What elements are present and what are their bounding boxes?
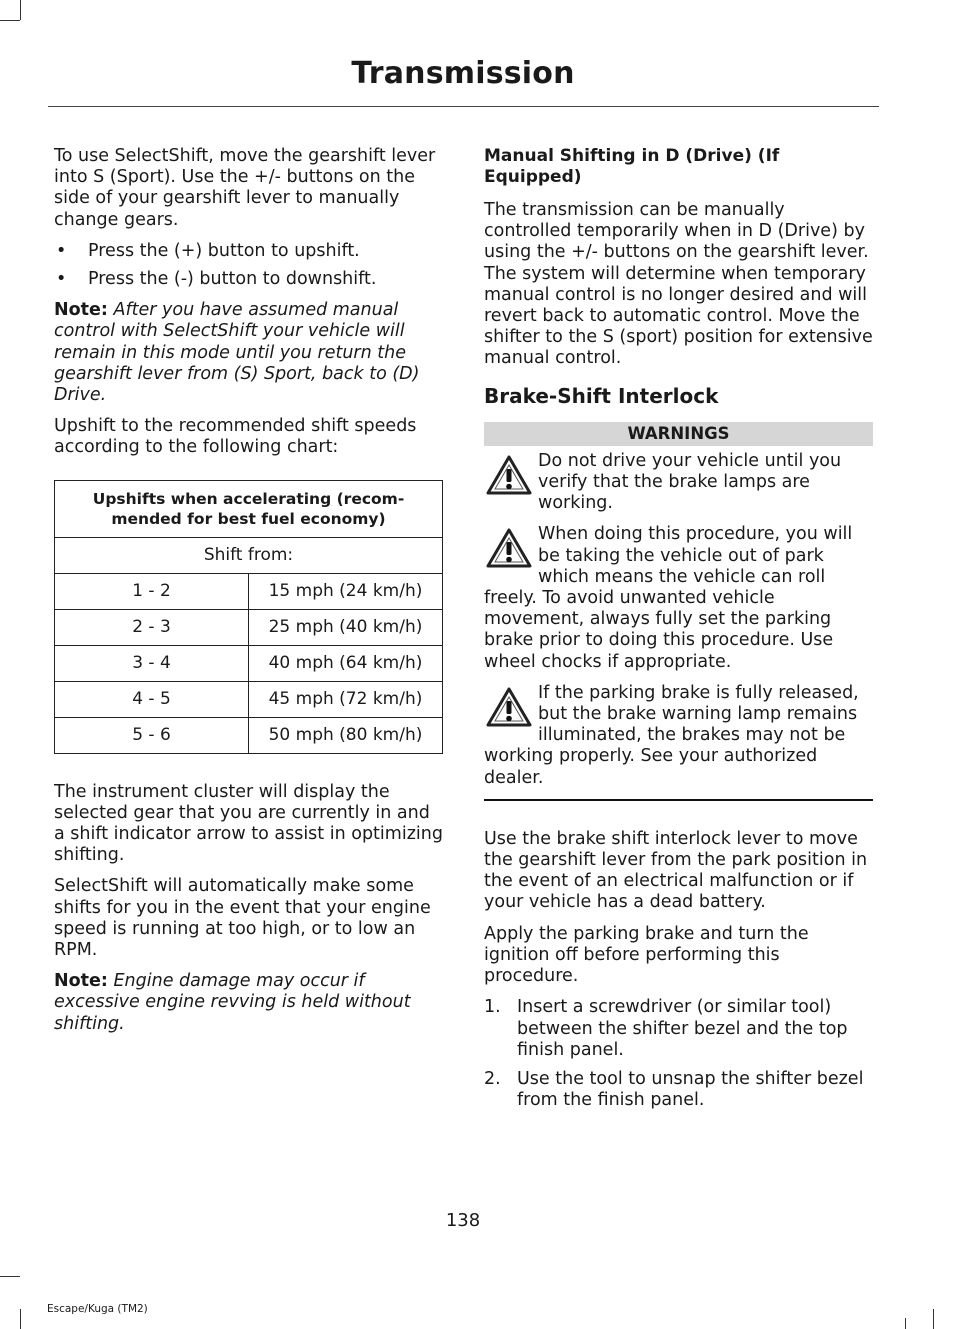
step-number: 2. — [484, 1068, 501, 1089]
crop-mark — [933, 1309, 934, 1329]
warnings-end-rule — [484, 799, 873, 801]
speed-cell: 40 mph (64 km/h) — [249, 645, 443, 681]
speed-cell: 25 mph (40 km/h) — [249, 609, 443, 645]
list-item — [54, 241, 445, 262]
crop-mark — [20, 0, 21, 20]
table-row — [55, 609, 443, 645]
title-rule — [48, 106, 879, 107]
gear-cell: 2 - 3 — [55, 609, 249, 645]
note — [54, 300, 445, 406]
crop-mark — [20, 1309, 21, 1329]
warning-item — [484, 683, 873, 789]
table-row — [55, 645, 443, 681]
gear-cell: 1 - 2 — [55, 573, 249, 609]
apply-brake-paragraph: Apply the parking brake and turn the ignition off before performing this procedure. — [484, 923, 809, 987]
gear-cell: 3 - 4 — [55, 645, 249, 681]
procedure-steps — [484, 997, 873, 1111]
cluster-paragraph: The instrument cluster will display the selected gear that you are currently in and a shift indicator arrow to assist in optimizing shifting. — [54, 781, 443, 866]
note — [54, 971, 445, 1035]
note-label: Note: — [54, 971, 108, 992]
list-item — [484, 1069, 873, 1111]
bullet-icon: • — [56, 269, 67, 290]
warning-triangle-icon — [484, 685, 534, 729]
gear-cell: 5 - 6 — [55, 717, 249, 753]
upshift-table — [54, 480, 443, 754]
step-text: Insert a screwdriver (or similar tool) between the shifter bezel and the top finish panel. — [517, 997, 848, 1060]
list-item — [54, 269, 445, 290]
right-column — [484, 146, 873, 1119]
table-subheader: Shift from: — [55, 537, 443, 573]
list-item — [484, 997, 873, 1061]
note-label: Note: — [54, 300, 108, 321]
crop-mark — [0, 1276, 20, 1277]
crop-mark — [0, 20, 20, 21]
manual-shifting-paragraph: The transmission can be manually controlled temporarily when in D (Drive) by using the +/- buttons on the gearshift lever. The system will determine when temporary manual control is no longer desired and will revert back to automatic control. Move the shifter to the S (sport) position for extensive manual control. — [484, 200, 873, 369]
warning-item — [484, 451, 873, 515]
warning-triangle-icon — [484, 453, 534, 497]
speed-cell: 15 mph (24 km/h) — [249, 573, 443, 609]
note-text: Engine damage may occur if excessive engine revving is held without shifting. — [54, 971, 411, 1034]
warning-text: When doing this procedure, you will be taking the vehicle out of park which means the vehicle can roll freely. To avoid unwanted vehicle movement, always fully set the parking brake prior to doing this procedure. Use wheel chocks if appropriate. — [484, 524, 853, 672]
auto-shift-paragraph: SelectShift will automatically make some shifts for you in the event that your engine speed is running at too high, or to low an RPM. — [54, 876, 431, 961]
warnings-banner: WARNINGS — [484, 422, 873, 446]
page-title: Transmission — [351, 56, 575, 91]
table-row — [55, 681, 443, 717]
bullet-list — [54, 241, 445, 290]
speed-cell: 45 mph (72 km/h) — [249, 681, 443, 717]
table-header: Upshifts when accelerating (recom-mended for best fuel economy) — [55, 480, 443, 537]
warning-item — [484, 524, 873, 672]
page-number: 138 — [445, 1210, 481, 1231]
warning-triangle-icon — [484, 526, 534, 570]
table-row — [55, 573, 443, 609]
interlock-lever-paragraph: Use the brake shift interlock lever to move the gearshift lever from the park position in the event of an electrical malfunction or if your vehicle has a dead battery. — [484, 828, 868, 913]
speed-cell: 50 mph (80 km/h) — [249, 717, 443, 753]
list-item-text: Press the (+) button to upshift. — [88, 240, 360, 261]
left-column — [54, 146, 445, 1045]
upshift-intro: Upshift to the recommended shift speeds according to the following chart: — [54, 416, 417, 458]
warning-text: Do not drive your vehicle until you verify that the brake lamps are working. — [538, 450, 842, 514]
warning-text: If the parking brake is fully released, but the brake warning lamp remains illuminated, the brakes may not be working properly. See your authorized dealer. — [484, 682, 859, 788]
step-number: 1. — [484, 997, 501, 1018]
manual-shifting-heading: Manual Shifting in D (Drive) (If Equipped) — [484, 146, 780, 187]
intro-paragraph: To use SelectShift, move the gearshift lever into S (Sport). Use the +/- buttons on the side of your gearshift lever to manually change gears. — [54, 146, 436, 230]
note-text: After you have assumed manual control with SelectShift your vehicle will remain in this mode until you return the gearshift lever from (S) Sport, back to (D) Drive. — [54, 300, 420, 406]
list-item-text: Press the (-) button to downshift. — [88, 269, 377, 290]
table-row — [55, 717, 443, 753]
document-id: Escape/Kuga (TM2) — [47, 1303, 148, 1315]
interlock-heading: Brake-Shift Interlock — [484, 383, 719, 408]
crop-mark — [905, 1318, 906, 1329]
step-text: Use the tool to unsnap the shifter bezel from the finish panel. — [517, 1068, 864, 1111]
gear-cell: 4 - 5 — [55, 681, 249, 717]
bullet-icon: • — [56, 240, 67, 261]
